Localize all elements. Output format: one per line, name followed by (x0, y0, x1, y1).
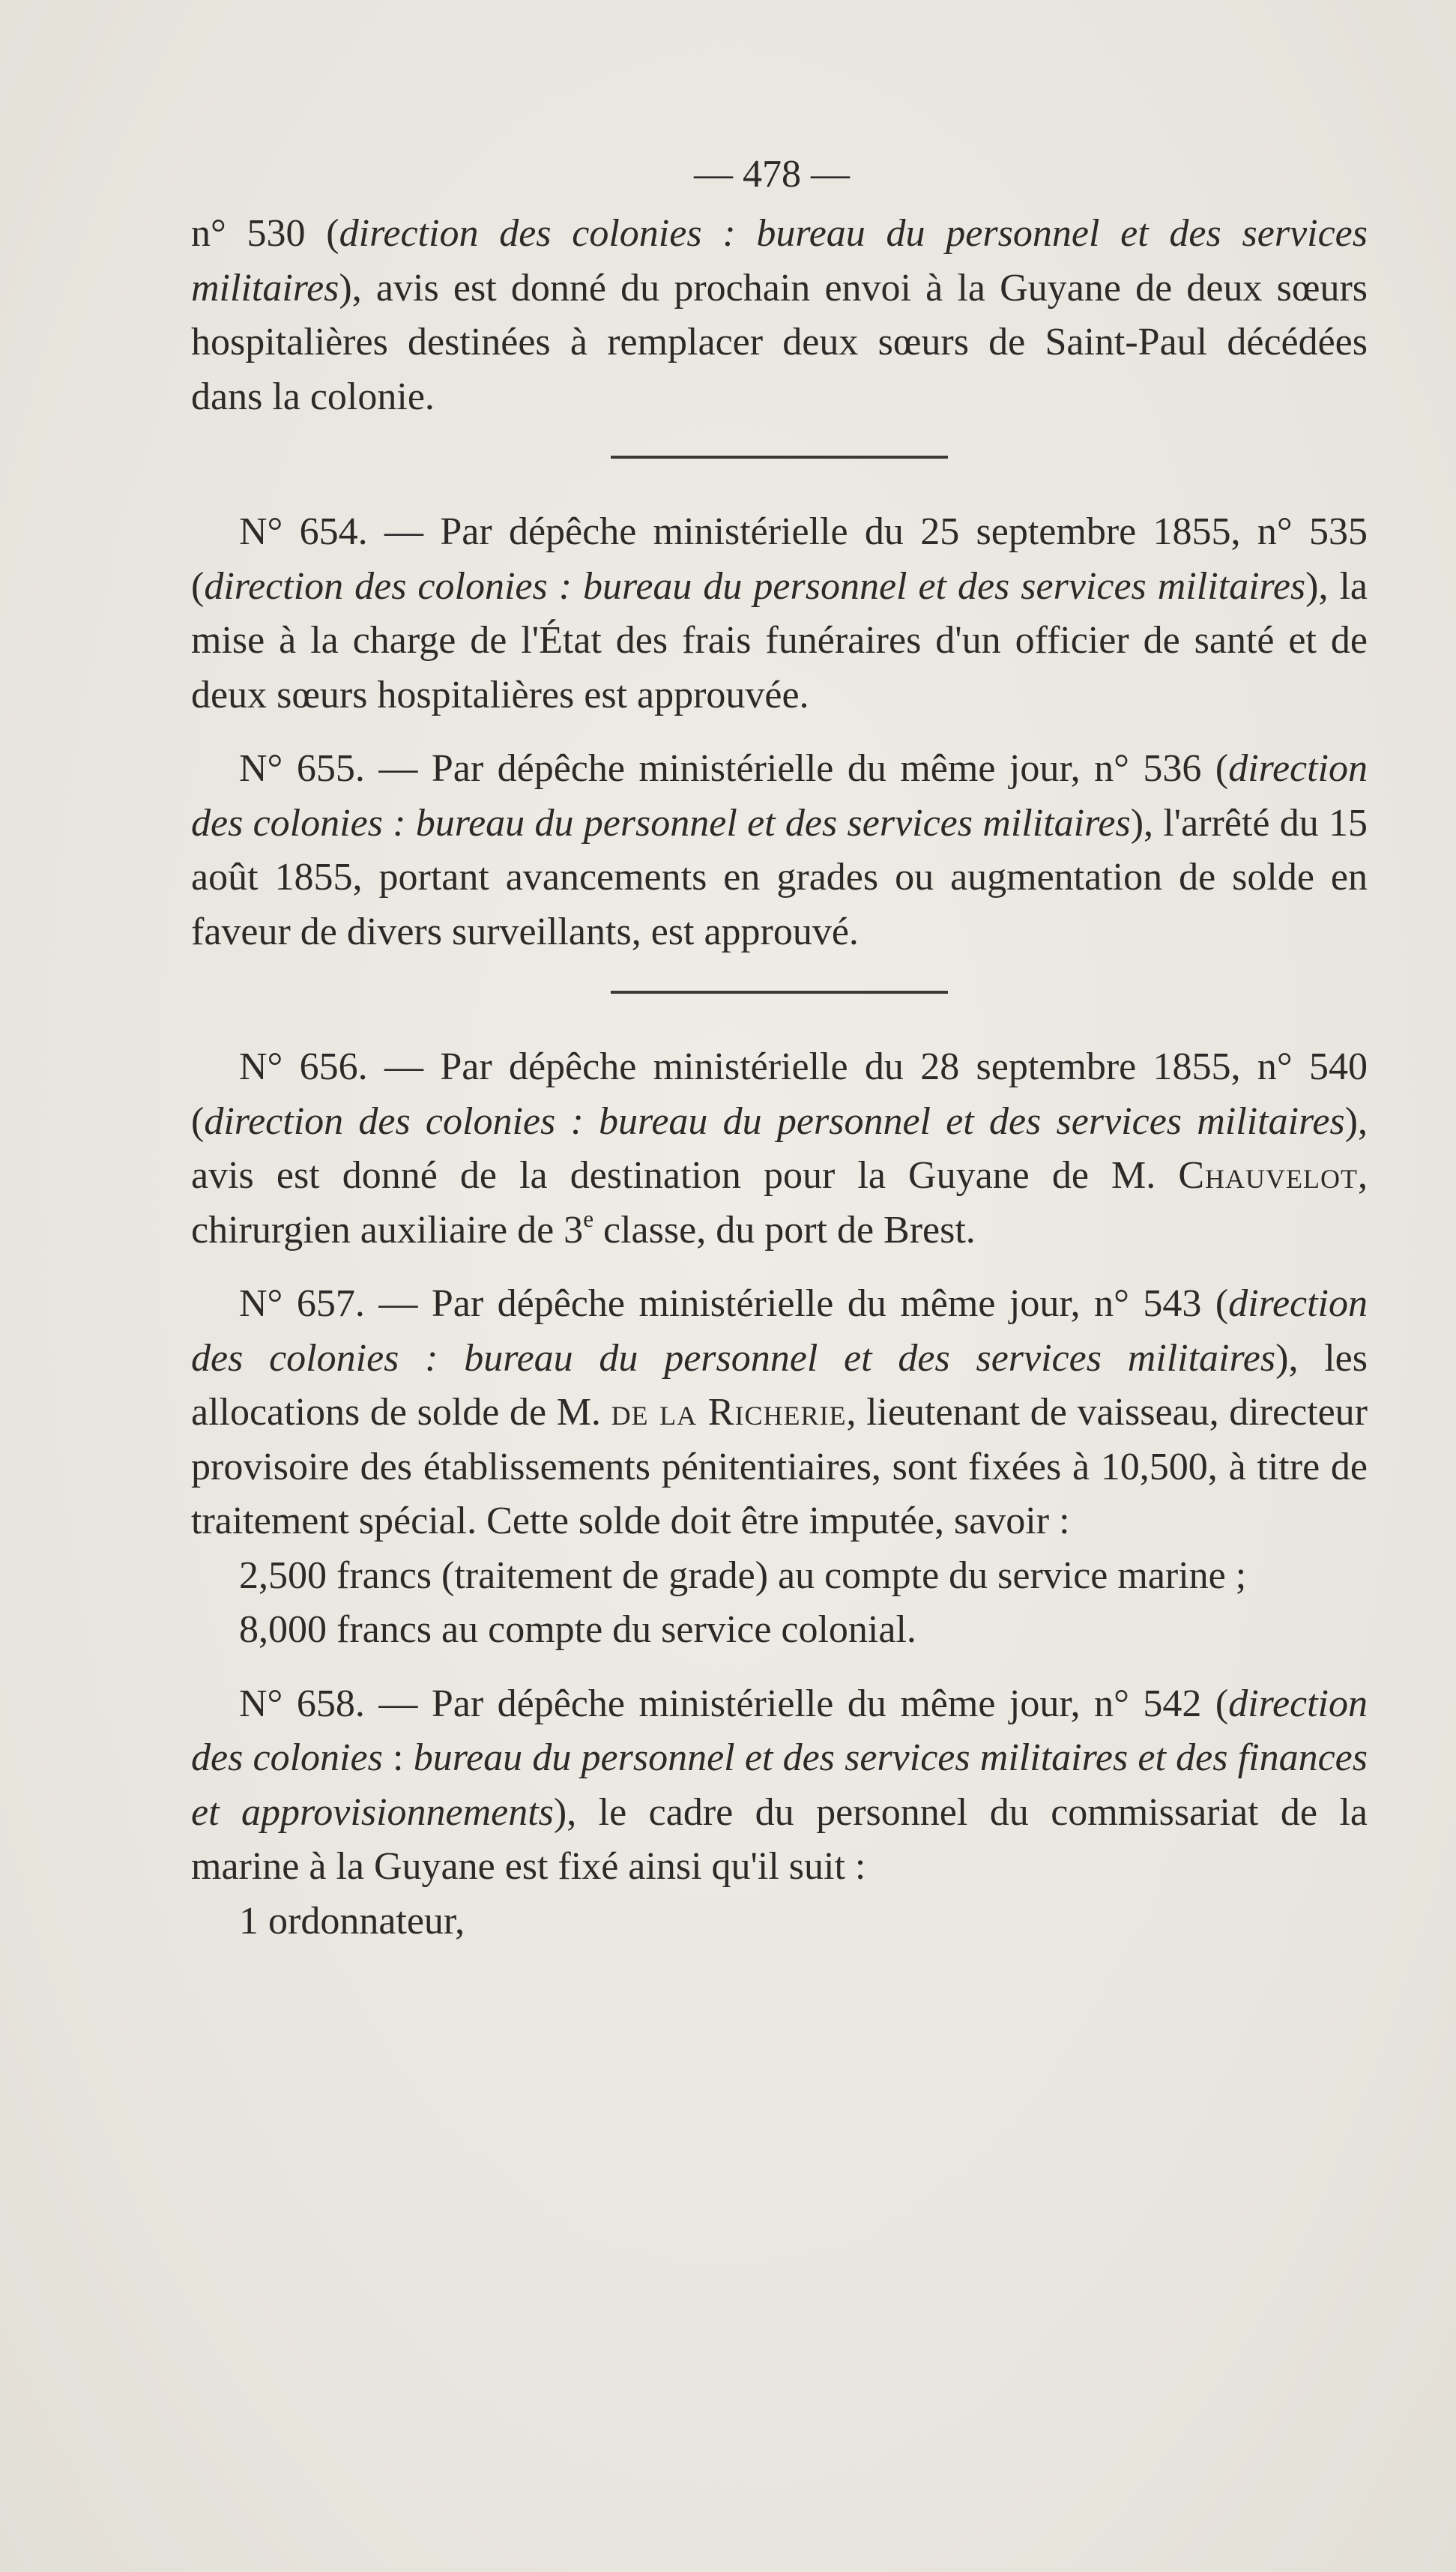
text: : (382, 1736, 414, 1779)
text: ), avis est donné de la destination pour la Guyane de M. (191, 1099, 1368, 1197)
italic-text: direction des colonies : bureau du personnel et des services militaires (204, 564, 1306, 608)
italic-text: direction des colonies : bureau du personnel et des services militaires (191, 212, 1368, 310)
spacer (191, 1258, 1368, 1277)
text: classe, du port de Brest. (593, 1208, 976, 1252)
text: , chirurgien auxiliaire de 3 (191, 1154, 1368, 1252)
text: , lieutenant de vaisseau, directeur provisoire des établissements pénitentiaires, sont fixées à 10,500, à titre de traitement spécial. Cette solde doit être imputée, savoir : (191, 1391, 1368, 1542)
text: N° 656. — Par dépêche ministérielle du 28 septembre 1855, n° 540 ( (191, 1045, 1368, 1143)
spacer (191, 1658, 1368, 1677)
list-line: 8,000 francs au compte du service colonial. (239, 1608, 916, 1651)
list-line: 2,500 francs (traitement de grade) au compte du service marine ; (239, 1554, 1247, 1597)
section-divider (611, 991, 948, 994)
list-line: 1 ordonnateur, (239, 1899, 465, 1942)
italic-text: direction des colonies : bureau du personnel et des services militaires (191, 1282, 1368, 1380)
text: ), le cadre du personnel du commissariat de la marine à la Guyane est fixé ainsi qu'il suit : (191, 1790, 1368, 1888)
text: N° 654. — Par dépêche ministérielle du 25 septembre 1855, n° 535 ( (191, 510, 1368, 608)
text: ), avis est donné du prochain envoi à la Guyane de deux sœurs hospitalières destinées à remplacer deux sœurs de Saint-Paul décédées dans la colonie. (191, 266, 1368, 418)
text: N° 657. — Par dépêche ministérielle du même jour, n° 543 ( (239, 1282, 1229, 1325)
italic-text: direction des colonies : bureau du personnel et des services militaires (204, 1099, 1345, 1143)
paragraph-continuation (191, 207, 1368, 424)
page-number: — 478 — (694, 153, 850, 196)
paragraph-656 (191, 1040, 1368, 1258)
text-column (191, 142, 1368, 1948)
paragraph-654 (191, 505, 1368, 722)
person-name: Chauvelot (1178, 1154, 1358, 1197)
text: n° 530 ( (191, 212, 339, 255)
superscript: e (583, 1206, 594, 1233)
italic-text: direction des colonies : bureau du personnel et des services militaires (191, 747, 1368, 845)
text: N° 655. — Par dépêche ministérielle du même jour, n° 536 ( (239, 747, 1229, 790)
text: N° 658. — Par dépêche ministérielle du même jour, n° 542 ( (239, 1682, 1229, 1725)
text: ), la mise à la charge de l'État des frais funéraires d'un officier de santé et de deux sœurs hospitalières est approuvée. (191, 564, 1368, 716)
paragraph-657 (191, 1277, 1368, 1549)
paragraph-655 (191, 742, 1368, 959)
spacer (191, 722, 1368, 742)
section-divider (611, 456, 948, 459)
paragraph-658 (191, 1677, 1368, 1895)
text: ), les allocations de solde de M. (191, 1336, 1368, 1434)
person-name: de la Richerie (611, 1391, 847, 1434)
italic-text: direction des colonies (191, 1682, 1368, 1779)
text: ), l'arrêté du 15 août 1855, portant avancements en grades ou augmentation de solde en faveur de divers surveillants, est approuvé. (191, 801, 1368, 953)
italic-text: bureau du personnel et des services militaires et des finances et approvisionnements (191, 1736, 1368, 1834)
